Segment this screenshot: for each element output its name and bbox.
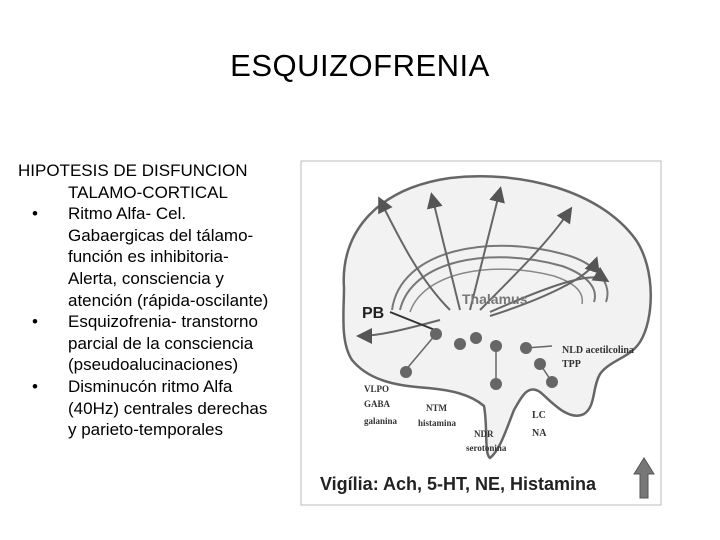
bullet-line: y parieto-temporales <box>68 420 223 440</box>
tpp-label: TPP <box>562 359 581 370</box>
pb-label: PB <box>362 305 385 322</box>
bullet-item <box>18 311 310 376</box>
hypothesis-heading-line1: HIPOTESIS DE DISFUNCION <box>18 161 248 180</box>
bullet-item <box>18 376 310 441</box>
bullet-line: parcial de la consciencia <box>68 333 254 353</box>
bullet-line: Gabaergicas del tálamo- <box>68 225 254 245</box>
bullet-dot: • <box>32 376 38 396</box>
nld-label: NLD acetilcolina <box>562 345 634 356</box>
bullet-dot: • <box>32 204 38 224</box>
nucleus-dot <box>400 366 412 378</box>
ntm-label: NTM <box>426 403 447 413</box>
bullet-line: Disminucón ritmo Alfa <box>68 376 233 396</box>
thalamus-label: Thalamus <box>462 291 528 307</box>
gaba-label: GABA <box>364 399 391 409</box>
vlpo-label: VLPO <box>364 384 390 394</box>
brain-diagram <box>300 160 662 506</box>
nucleus-dot <box>454 338 466 350</box>
bullet-item <box>18 203 310 311</box>
brain-diagram-svg <box>300 160 662 506</box>
histamina-label: histamina <box>418 418 457 428</box>
bullet-line: Alerta, consciencia y <box>68 268 224 288</box>
bullet-dot: • <box>32 312 38 332</box>
bullet-line: (pseudoalucinaciones) <box>68 355 239 375</box>
serotonina-label: serotonina <box>466 443 507 453</box>
vigilia-caption: Vigília: Ach, 5-HT, NE, Histamina <box>320 474 597 494</box>
galanina-label: galanina <box>364 416 398 426</box>
ndr-label: NDR <box>474 429 494 439</box>
bullet-line: función es inhibitoria- <box>68 247 229 267</box>
bullet-line: Ritmo Alfa- Cel. <box>68 204 187 224</box>
na-label: NA <box>532 428 547 439</box>
nucleus-dot <box>470 332 482 344</box>
bullet-line: (40Hz) centrales derechas <box>68 398 268 418</box>
lc-label: LC <box>532 410 546 421</box>
bullet-line: Esquizofrenia- transtorno <box>68 312 258 332</box>
hypothesis-heading-line2: TALAMO-CORTICAL <box>68 182 228 202</box>
slide-title: ESQUIZOFRENIA <box>230 48 490 83</box>
slide-text-block <box>18 160 310 441</box>
bullet-line: atención (rápida-oscilante) <box>68 290 269 310</box>
